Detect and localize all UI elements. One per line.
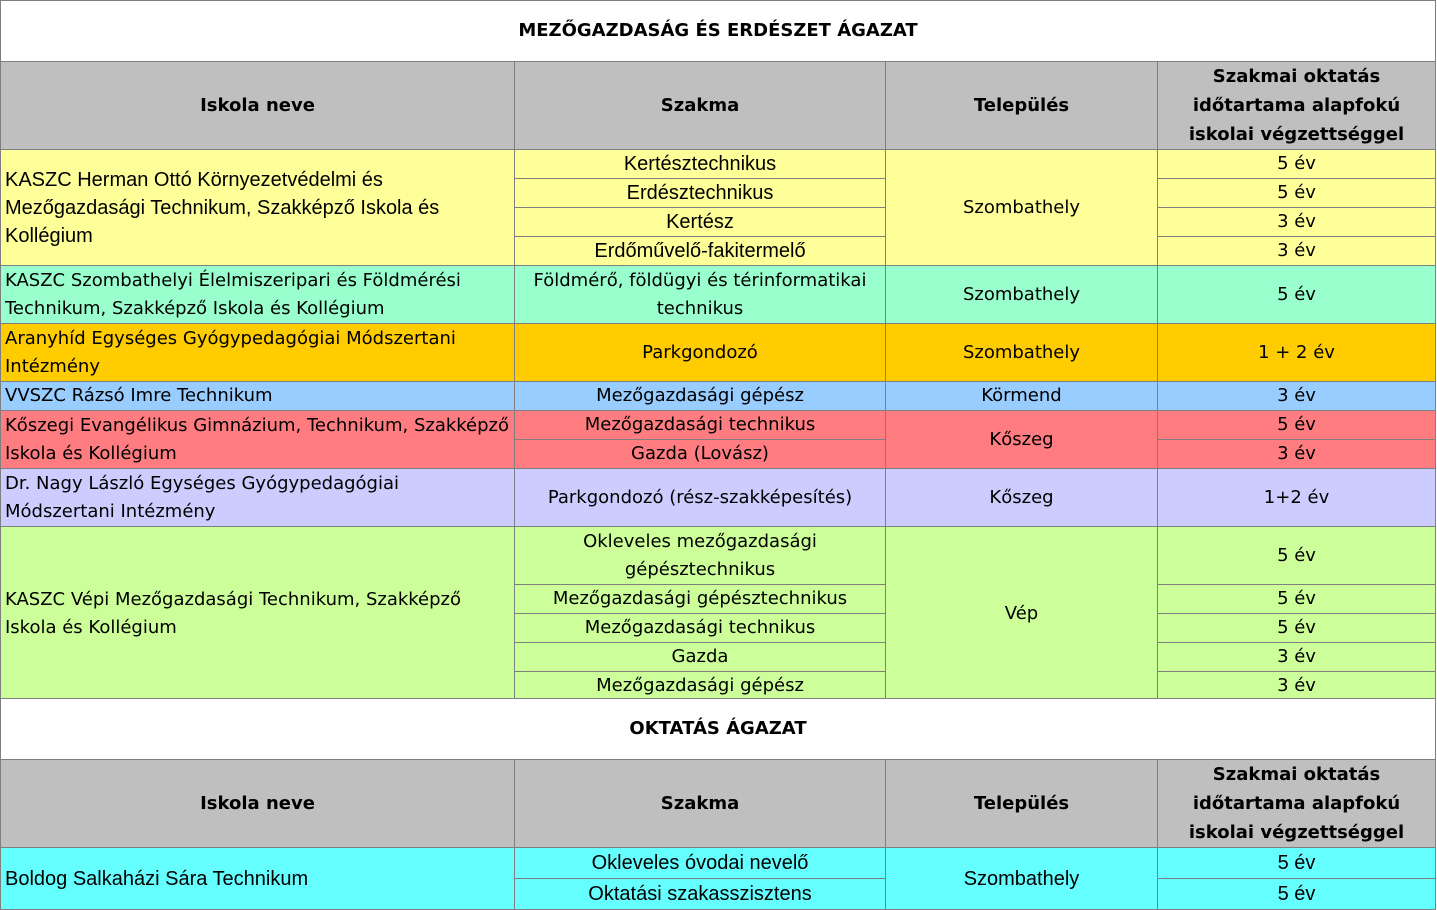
table-row xyxy=(1,848,1436,879)
town-cell: Vép xyxy=(886,527,1158,701)
school-name: Aranyhíd Egységes Gyógypedagógiai Módszertani Intézmény xyxy=(1,324,515,382)
duration-cell: 3 év xyxy=(1158,643,1436,672)
table-row xyxy=(1,527,1436,585)
table-row xyxy=(1,382,1436,411)
town-cell: Szombathely xyxy=(886,324,1158,382)
school-name: Kőszegi Evangélikus Gimnázium, Technikum, Szakképző Iskola és Kollégium xyxy=(1,411,515,469)
school-name: Dr. Nagy László Egységes Gyógypedagógiai Módszertani Intézmény xyxy=(1,469,515,527)
town-cell: Kőszeg xyxy=(886,411,1158,469)
profession-cell: Gazda xyxy=(515,643,886,672)
header-duration: Szakmai oktatás időtartama alapfokú iskolai végzettséggel xyxy=(1158,760,1436,848)
duration-cell: 5 év xyxy=(1158,848,1436,879)
section-title: OKTATÁS ÁGAZAT xyxy=(1,699,1436,760)
profession-cell: Erdésztechnikus xyxy=(515,179,886,208)
profession-cell: Mezőgazdasági gépész xyxy=(515,382,886,411)
profession-cell: Parkgondozó (rész-szakképesítés) xyxy=(515,469,886,527)
profession-cell: Mezőgazdasági technikus xyxy=(515,411,886,440)
profession-cell: Okleveles óvodai nevelő xyxy=(515,848,886,879)
table-row xyxy=(1,469,1436,527)
school-name: Boldog Salkaházi Sára Technikum xyxy=(1,848,515,910)
profession-cell: Kertész xyxy=(515,208,886,237)
profession-cell: Mezőgazdasági gépésztechnikus xyxy=(515,585,886,614)
section-title-row xyxy=(1,1,1436,62)
table-row xyxy=(1,324,1436,382)
school-name: VVSZC Rázsó Imre Technikum xyxy=(1,382,515,411)
duration-cell: 1+2 év xyxy=(1158,469,1436,527)
profession-cell: Parkgondozó xyxy=(515,324,886,382)
town-cell: Körmend xyxy=(886,382,1158,411)
header-school: Iskola neve xyxy=(1,760,515,848)
profession-cell: Oktatási szakasszisztens xyxy=(515,879,886,910)
school-name: KASZC Vépi Mezőgazdasági Technikum, Szakképző Iskola és Kollégium xyxy=(1,527,515,701)
duration-cell: 5 év xyxy=(1158,179,1436,208)
profession-cell: Mezőgazdasági gépész xyxy=(515,672,886,701)
duration-cell: 3 év xyxy=(1158,208,1436,237)
profession-cell: Erdőművelő-fakitermelő xyxy=(515,237,886,266)
duration-cell: 1 + 2 év xyxy=(1158,324,1436,382)
duration-cell: 3 év xyxy=(1158,440,1436,469)
school-name: KASZC Herman Ottó Környezetvédelmi és Mezőgazdasági Technikum, Szakképző Iskola és Kollégium xyxy=(1,150,515,266)
profession-cell: Kertésztechnikus xyxy=(515,150,886,179)
profession-cell: Földmérő, földügyi és térinformatikai technikus xyxy=(515,266,886,324)
town-cell: Szombathely xyxy=(886,266,1158,324)
header-row xyxy=(1,62,1436,150)
town-cell: Szombathely xyxy=(886,848,1158,910)
duration-cell: 5 év xyxy=(1158,614,1436,643)
table-row xyxy=(1,150,1436,179)
duration-cell: 5 év xyxy=(1158,527,1436,585)
duration-cell: 5 év xyxy=(1158,266,1436,324)
header-school: Iskola neve xyxy=(1,62,515,150)
school-name: KASZC Szombathelyi Élelmiszeripari és Földmérési Technikum, Szakképző Iskola és Kollégium xyxy=(1,266,515,324)
duration-cell: 5 év xyxy=(1158,879,1436,910)
table-row xyxy=(1,411,1436,440)
duration-cell: 3 év xyxy=(1158,382,1436,411)
header-profession: Szakma xyxy=(515,62,886,150)
header-duration: Szakmai oktatás időtartama alapfokú iskolai végzettséggel xyxy=(1158,62,1436,150)
profession-cell: Okleveles mezőgazdasági gépésztechnikus xyxy=(515,527,886,585)
profession-cell: Mezőgazdasági technikus xyxy=(515,614,886,643)
header-profession: Szakma xyxy=(515,760,886,848)
duration-cell: 3 év xyxy=(1158,237,1436,266)
duration-cell: 3 év xyxy=(1158,672,1436,701)
table-row xyxy=(1,266,1436,324)
town-cell: Kőszeg xyxy=(886,469,1158,527)
header-row xyxy=(1,760,1436,848)
duration-cell: 5 év xyxy=(1158,585,1436,614)
town-cell: Szombathely xyxy=(886,150,1158,266)
duration-cell: 5 év xyxy=(1158,150,1436,179)
duration-cell: 5 év xyxy=(1158,411,1436,440)
section-title-row xyxy=(1,699,1436,760)
header-town: Település xyxy=(886,760,1158,848)
profession-cell: Gazda (Lovász) xyxy=(515,440,886,469)
education-table xyxy=(0,698,1436,910)
header-town: Település xyxy=(886,62,1158,150)
section-title: MEZŐGAZDASÁG ÉS ERDÉSZET ÁGAZAT xyxy=(1,1,1436,62)
